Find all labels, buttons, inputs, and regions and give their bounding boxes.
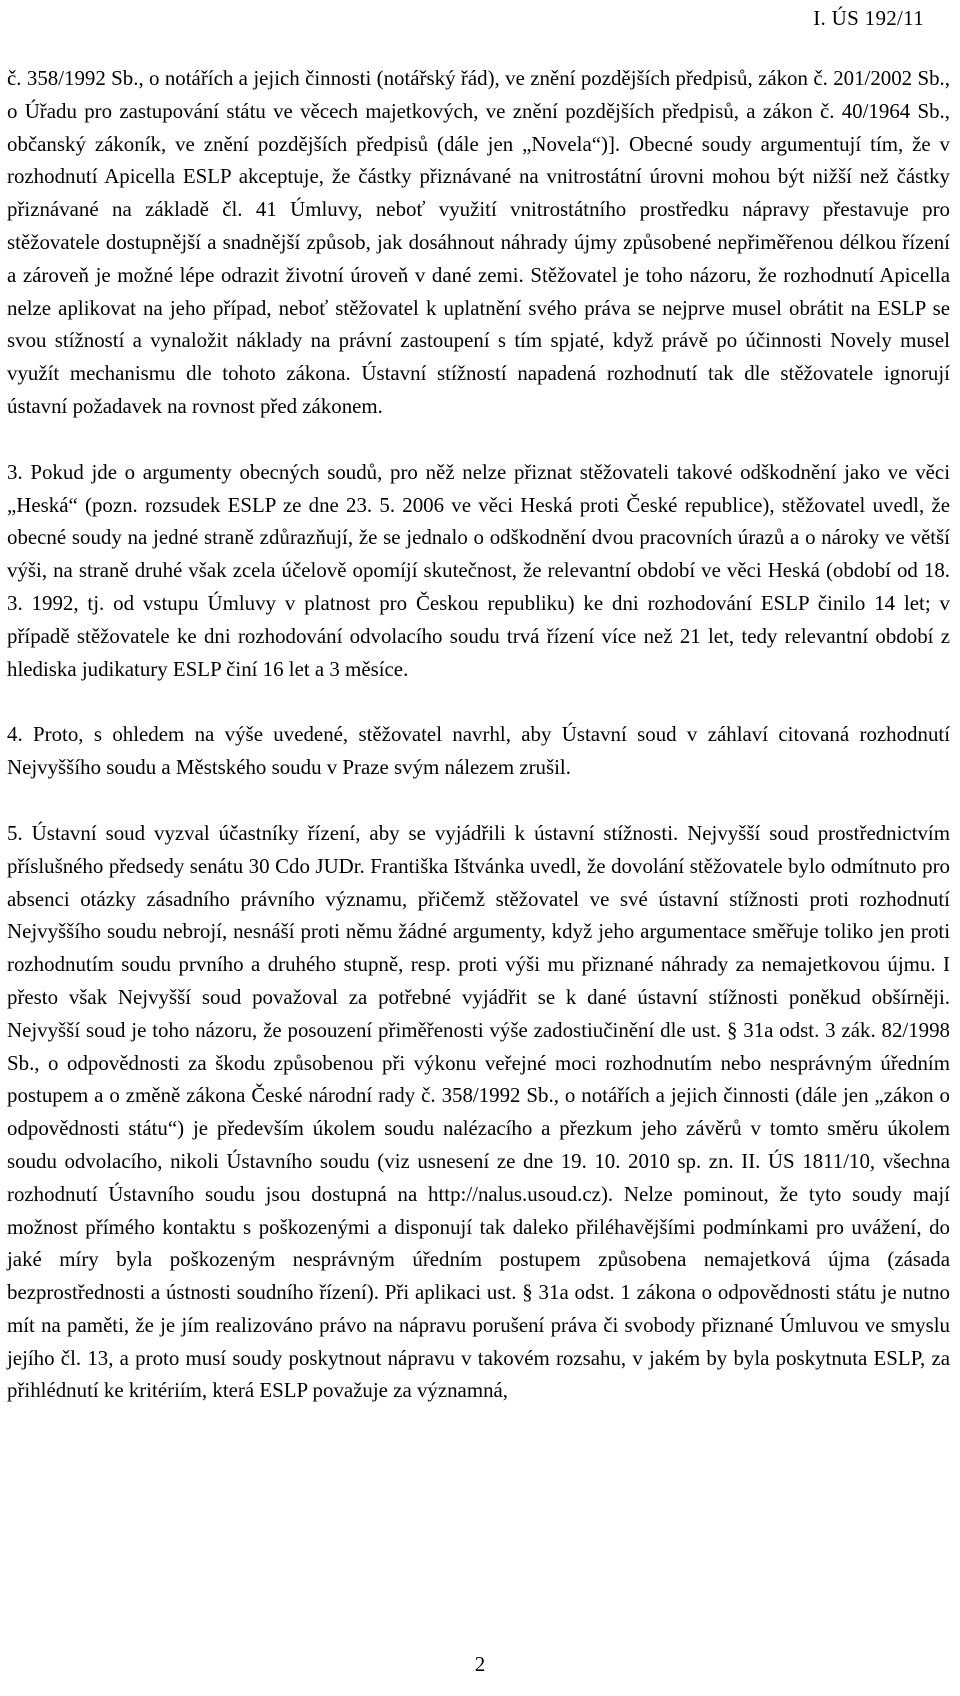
- case-number-header: I. ÚS 192/11: [813, 6, 924, 30]
- paragraph-4: 4. Proto, s ohledem na výše uvedené, stěžovatel navrhl, aby Ústavní soud v záhlaví citovaná rozhodnutí Nejvyššího soudu a Městského soudu v Praze svým nálezem zrušil.: [7, 722, 950, 780]
- paragraph-3: 3. Pokud jde o argumenty obecných soudů, pro něž nelze přiznat stěžovateli takové odškodnění jako ve věci „Heská“ (pozn. rozsudek ESLP ze dne 23. 5. 2006 ve věci Heská proti České republice), stěžovatel uvedl, že obecné soudy na jedné straně zdůrazňují, že se jednalo o odškodnění dvou pracovních úrazů a o nároky ve větší výši, na straně druhé však zcela účelově opomíjí skutečnost, že relevantní období ve věci Heská (období od 18. 3. 1992, tj. od vstupu Úmluvy v platnost pro Českou republiku) ke dni rozhodování ESLP činilo 14 let; v případě stěžovatele ke dni rozhodování odvolacího soudu trvá řízení více než 21 let, tedy relevantní období z hlediska judikatury ESLP činí 16 let a 3 měsíce.: [7, 459, 950, 681]
- paragraph-5: 5. Ústavní soud vyzval účastníky řízení, aby se vyjádřili k ústavní stížnosti. Nejvyšší soud prostřednictvím příslušného předsedy senátu 30 Cdo JUDr. Františka Ištvánka uvedl, že dovolání stěžovatele bylo odmítnuto pro absenci otázky zásadního právního významu, přičemž stěžovatel ve své ústavní stížnosti proti rozhodnutí Nejvyššího soudu nebrojí, nesnáší proti němu žádné argumenty, když jeho argumentace směřuje toliko jen proti rozhodnutím soudu prvního a druhého stupně, resp. proti výši mu přiznané náhrady za nemajetkovou újmu. I přesto však Nejvyšší soud považoval za potřebné vyjádřit se k dané ústavní stížnosti poněkud obšírněji. Nejvyšší soud je toho názoru, že posouzení přiměřenosti výše zadostiučinění dle ust. § 31a odst. 3 zák. 82/1998 Sb., o odpovědnosti za škodu způsobenou při výkonu veřejné moci rozhodnutím nebo nesprávným úředním postupem a o změně zákona České národní rady č. 358/1992 Sb., o notářích a jejich činnosti (dále jen „zákon o odpovědnosti státu“) je především úkolem soudu nalézacího a přezkum jeho závěrů v tomto směru úkolem soudu odvolacího, nikoli Ústavního soudu (viz usnesení ze dne 19. 10. 2010 sp. zn. II. ÚS 1811/10, všechna rozhodnutí Ústavního soudu jsou dostupná na http://nalus.usoud.cz). Nelze pominout, že tyto soudy mají možnost přímého kontaktu s poškozenými a disponují tak daleko přiléhavějšími podmínkami pro uvážení, do jaké míry byla poškozeným nesprávným úředním postupem způsobena nemajetková újma (zásada bezprostřednosti a ústnosti soudního řízení). Při aplikaci ust. § 31a odst. 1 zákona o odpovědnosti státu je nutno mít na paměti, že je jím realizováno právo na nápravu porušení práva či svobody přiznané Úmluvou ve smyslu jejího čl. 13, a proto musí soudy poskytnout nápravu v takovém rozsahu, v jakém by byla poskytnuta ESLP, za přihlédnutí ke kritériím, která ESLP považuje za významná,: [7, 820, 950, 1403]
- document-body: [7, 62, 950, 1407]
- paragraph-continuation: č. 358/1992 Sb., o notářích a jejich činnosti (notářský řád), ve znění pozdějších předpisů, zákon č. 201/2002 Sb., o Úřadu pro zastupování státu ve věcech majetkových, ve znění pozdějších předpisů, a zákon č. 40/1964 Sb., občanský zákoník, ve znění pozdějších předpisů (dále jen „Novela“)]. Obecné soudy argumentují tím, že v rozhodnutí Apicella ESLP akceptuje, že částky přiznávané na vnitrostátní úrovni mohou být nižší než částky přiznávané na základě čl. 41 Úmluvy, neboť využití vnitrostátního prostředku nápravy přestavuje pro stěžovatele dostupnější a snadnější způsob, jak dosáhnout náhrady újmy způsobené nepřiměřenou délkou řízení a zároveň je možné lépe odrazit životní úroveň v dané zemi. Stěžovatel je toho názoru, že rozhodnutí Apicella nelze aplikovat na jeho případ, neboť stěžovatel k uplatnění svého práva se nejprve musel obrátit na ESLP se svou stížností a vynaložit náklady na právní zastoupení s tím spjaté, když právě po účinnosti Novely musel využít mechanismu dle tohoto zákona. Ústavní stížností napadená rozhodnutí tak dle stěžovatele ignorují ústavní požadavek na rovnost před zákonem.: [7, 66, 950, 418]
- page-number: 2: [474, 1652, 486, 1676]
